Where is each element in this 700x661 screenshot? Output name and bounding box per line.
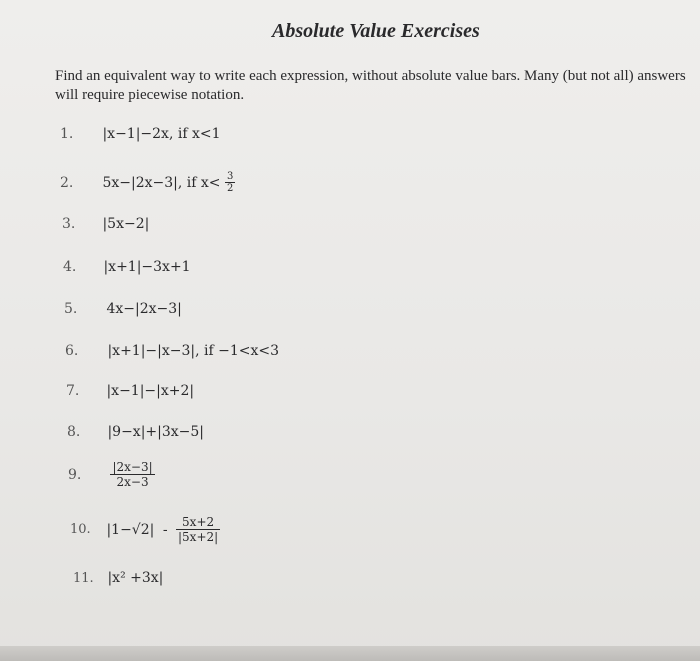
exercise-expression: |x−1|−2x, if x<1: [102, 126, 221, 142]
exercise-number: 1.: [60, 126, 74, 142]
exercise-3: [62, 216, 149, 232]
exercise-number: 10.: [70, 522, 91, 537]
exercise-10: [70, 515, 220, 544]
exercise-number: 6.: [65, 343, 79, 359]
fraction-numerator: 5x+2: [176, 515, 220, 530]
fraction-numerator: 3: [226, 171, 234, 182]
exercise-number: 3.: [62, 216, 76, 232]
exercise-expression: |9−x|+|3x−5|: [107, 424, 205, 440]
exercise-expression: |x+1|−|x−3|, if −1<x<3: [107, 343, 280, 359]
page-bottom-edge: [0, 646, 700, 661]
exercise-expression: |1−√2|: [106, 521, 155, 538]
exercise-expression: 5x−|2x−3|, if x<: [102, 174, 221, 191]
exercise-5: [64, 301, 182, 317]
exercise-8: [67, 424, 204, 440]
exercise-4: [63, 259, 191, 275]
exercise-2: [60, 171, 235, 194]
fraction-denominator: |5x+2|: [178, 530, 219, 544]
fraction: [225, 171, 235, 194]
exercise-number: 8.: [67, 424, 81, 440]
exercise-expression: |5x−2|: [102, 216, 150, 232]
exercise-number: 2.: [60, 174, 74, 191]
exercise-expression: |x+1|−3x+1: [103, 259, 191, 275]
minus-sign: -: [162, 521, 168, 538]
exercise-7: [66, 383, 194, 399]
exercise-1: [60, 126, 221, 142]
exercise-9: [68, 460, 155, 489]
fraction-numerator: |2x−3|: [112, 460, 153, 474]
instructions-text: Find an equivalent way to write each expression, without absolute value bars. Many (but not all) answers will require piecewise notation.: [55, 68, 686, 103]
exercise-number: 11.: [73, 571, 94, 586]
exercise-expression: |x² +3x|: [107, 570, 164, 586]
exercise-expression: |x−1|−|x+2|: [106, 383, 195, 399]
fraction-denominator: 2x−3: [116, 475, 149, 489]
exercise-expression: 4x−|2x−3|: [106, 301, 182, 317]
exercise-11: [73, 570, 163, 586]
fraction: [176, 515, 220, 544]
page-title: Absolute Value Exercises: [272, 20, 480, 42]
exercise-number: 5.: [64, 301, 78, 317]
exercise-number: 9.: [68, 466, 82, 483]
fraction: [110, 460, 154, 489]
exercise-6: [65, 343, 279, 359]
exercise-number: 4.: [63, 259, 77, 275]
fraction-denominator: 2: [226, 183, 234, 194]
exercise-number: 7.: [66, 383, 80, 399]
